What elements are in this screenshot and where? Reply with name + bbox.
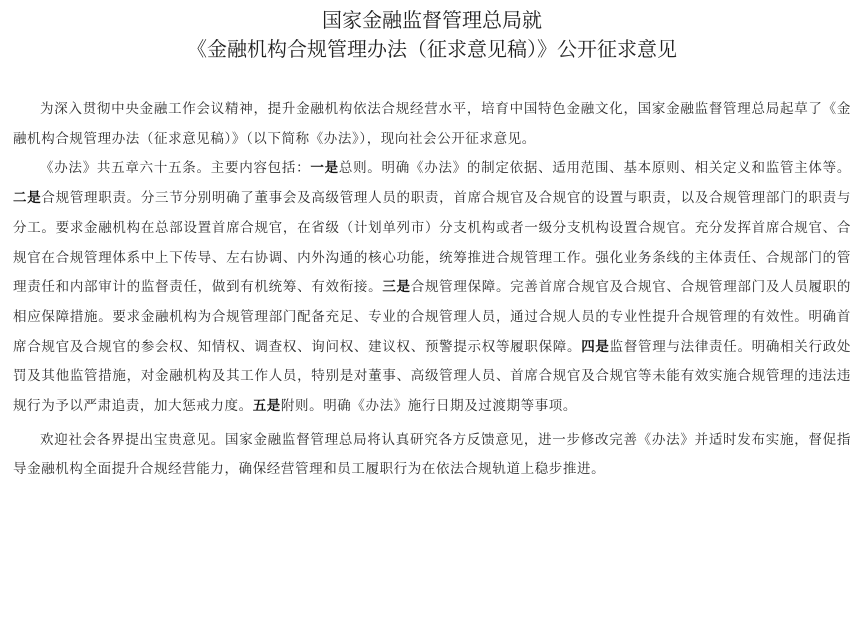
item-1-label: 一是: [310, 160, 339, 177]
intro-paragraph: 为深入贯彻中央金融工作会议精神，提升金融机构依法合规经营水平，培育中国特色金融文化，国家金融监督管理总局起草了《金融机构合规管理办法（征求意见稿）》（以下简称《办法》），现向社会公开征求意见。: [13, 101, 851, 147]
title-line-2: 《金融机构合规管理办法（征求意见稿）》公开征求意见: [187, 37, 677, 61]
summary-lead: 《办法》共五章六十五条。主要内容包括：: [40, 160, 311, 177]
item-5-text: 附则。明确《办法》施行日期及过渡期等事项。: [280, 398, 578, 415]
item-1-text: 总则。明确《办法》的制定依据、适用范围、基本原则、相关定义和监管主体等。: [338, 160, 851, 177]
closing-paragraph: 欢迎社会各界提出宝贵意见。国家金融监督管理总局将认真研究各方反馈意见，进一步修改完善《办法》并适时发布实施，督促指导金融机构全面提升合规经营能力，确保经营管理和员工履职行为在依法合规轨道上稳步推进。: [13, 431, 851, 478]
item-2-label: 二是: [13, 190, 42, 207]
item-3-text: 合规管理保障。完善首席合规官及合规官、合规管理部门及人员履职的相应保障措施。要求金融机构为合规管理部门配备充足、专业的合规管理人员，通过合规人员的专业性提升合规管理的有效性。明确首席合规官及合规官的参会权、知情权、调查权、询问权、建议权、预警提示权等履职保障。: [13, 279, 851, 355]
item-2-text: 合规管理职责。分三节分别明确了董事会及高级管理人员的职责，首席合规官及合规官的设置与职责，以及合规管理部门的职责与分工。要求金融机构在总部设置首席合规官，在省级（计划单列市）分支机构或者一级分支机构设置合规官。充分发挥首席合规官、合规官在合规管理体系中上下传导、左右协调、内外沟通的核心功能，统筹推进合规管理工作。强化业务条线的主体责任、合规部门的管理责任和内部审计的监督责任，做到有机统筹、有效衔接。: [13, 190, 852, 296]
title-line-1: 国家金融监督管理总局就: [322, 8, 542, 32]
document-title: [13, 6, 851, 64]
item-3-label: 三是: [382, 279, 411, 296]
summary-paragraph: [13, 154, 851, 421]
item-4-text: 监督管理与法律责任。明确相关行政处罚及其他监管措施，对金融机构及其工作人员，特别是对董事、高级管理人员、首席合规官及合规官等未能有效实施合规管理的违法违规行为予以严肃追责，加大惩戒力度。: [13, 338, 852, 415]
document-body: [13, 95, 851, 485]
item-5-label: 五是: [252, 398, 281, 415]
item-4-label: 四是: [581, 338, 610, 355]
